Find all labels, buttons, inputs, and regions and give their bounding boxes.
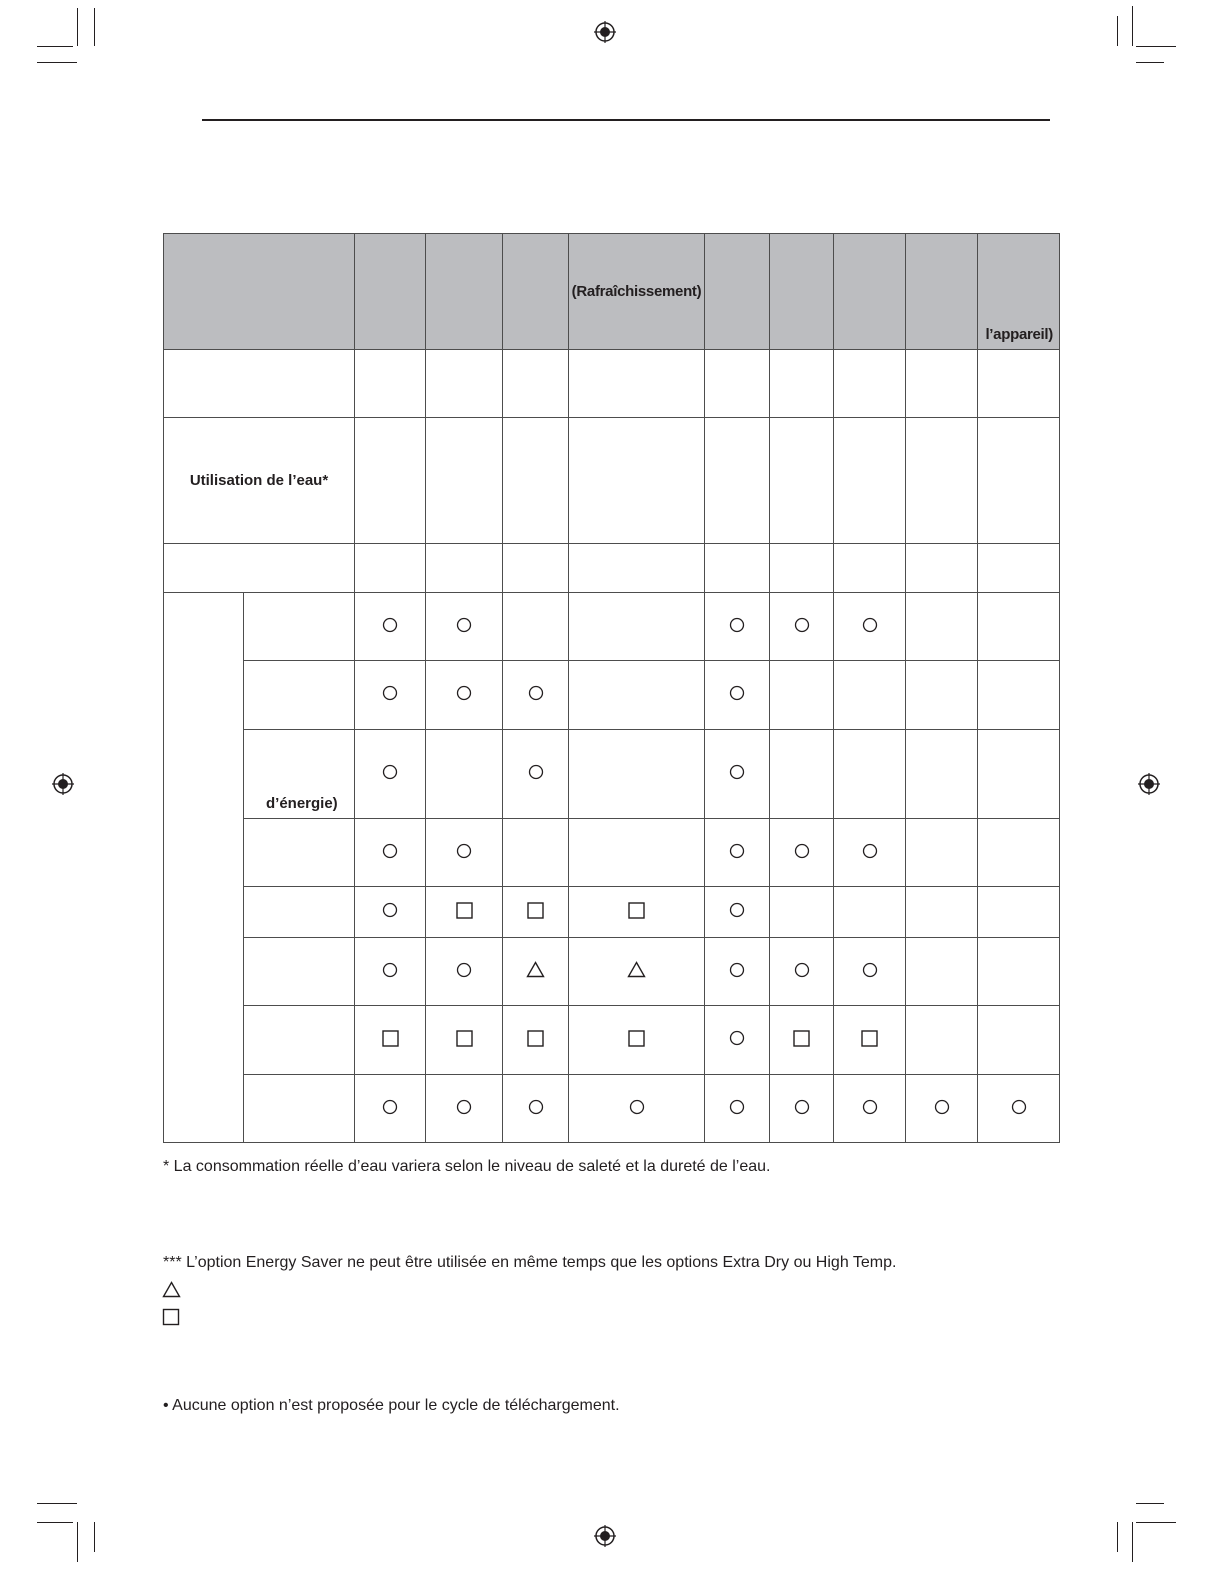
- crop-mark-tr-v2: [1117, 16, 1118, 46]
- option-cell: [906, 661, 978, 730]
- option-cell: [978, 819, 1060, 887]
- circle-icon: [729, 685, 745, 701]
- option-cell: [978, 1075, 1060, 1143]
- option-cell: [906, 1075, 978, 1143]
- circle-icon: [382, 1099, 398, 1115]
- option-cell: [569, 593, 705, 661]
- circle-icon: [729, 764, 745, 780]
- option-cell: [834, 887, 906, 938]
- circle-icon: [382, 764, 398, 780]
- circle-icon: [456, 617, 472, 633]
- square-icon: [861, 1030, 878, 1047]
- circle-icon: [862, 962, 878, 978]
- header-cell-appliance: [978, 234, 1060, 350]
- row-label: [164, 544, 355, 593]
- crop-mark-br-h2: [1136, 1522, 1176, 1523]
- registration-mark-icon: [1138, 773, 1160, 795]
- header-cell: [770, 234, 834, 350]
- option-cell: [705, 1006, 770, 1075]
- header-cell: [705, 234, 770, 350]
- option-cell: [569, 887, 705, 938]
- option-cell: [770, 730, 834, 819]
- option-row: [164, 938, 1060, 1006]
- option-cell: [355, 819, 426, 887]
- circle-icon: [862, 617, 878, 633]
- circle-icon: [528, 1099, 544, 1115]
- crop-mark-bl-v: [77, 1522, 78, 1562]
- option-cell: [569, 938, 705, 1006]
- option-label: [244, 1006, 355, 1075]
- header-cell: [503, 234, 569, 350]
- crop-mark-br-v2: [1117, 1522, 1118, 1552]
- option-cell: [503, 819, 569, 887]
- circle-icon: [794, 617, 810, 633]
- option-row: [164, 1075, 1060, 1143]
- option-cell: [770, 938, 834, 1006]
- option-label-energy: [244, 730, 355, 819]
- option-row: [164, 819, 1060, 887]
- header-cell: [426, 234, 503, 350]
- option-cell: [770, 593, 834, 661]
- square-icon: [527, 1030, 544, 1047]
- option-cell: [705, 730, 770, 819]
- option-cell: [503, 1075, 569, 1143]
- option-cell: [834, 730, 906, 819]
- circle-icon: [729, 1099, 745, 1115]
- option-cell: [705, 661, 770, 730]
- option-cell: [355, 1006, 426, 1075]
- triangle-icon: [526, 961, 545, 978]
- circle-icon: [382, 843, 398, 859]
- option-row: [164, 593, 1060, 661]
- crop-mark-bl-h2: [37, 1522, 73, 1523]
- option-cell: [705, 1075, 770, 1143]
- header-cell: [834, 234, 906, 350]
- option-cell: [834, 819, 906, 887]
- option-cell: [906, 730, 978, 819]
- options-group-label: [164, 593, 244, 1143]
- circle-icon: [382, 685, 398, 701]
- header-appliance-label: l’appareil): [985, 326, 1053, 343]
- option-cell: [355, 730, 426, 819]
- circle-icon: [862, 843, 878, 859]
- option-cell: [569, 661, 705, 730]
- option-cell: [355, 887, 426, 938]
- crop-mark-tl-v2: [94, 8, 95, 46]
- row-label-water: Utilisation de l’eau*: [164, 418, 355, 544]
- option-cell: [978, 730, 1060, 819]
- circle-icon: [794, 1099, 810, 1115]
- option-cell: [426, 1006, 503, 1075]
- header-cell: [906, 234, 978, 350]
- circle-icon: [456, 685, 472, 701]
- footnote-water: * La consommation réelle d’eau variera selon le niveau de saleté et la dureté de l’eau.: [163, 1158, 771, 1175]
- circle-icon: [528, 685, 544, 701]
- option-label: [244, 1075, 355, 1143]
- option-label: [244, 593, 355, 661]
- option-label: [244, 819, 355, 887]
- option-cell: [705, 819, 770, 887]
- crop-mark-tr-v: [1132, 6, 1133, 46]
- crop-mark-br-v: [1132, 1522, 1133, 1562]
- option-cell: [569, 1006, 705, 1075]
- option-cell: [978, 593, 1060, 661]
- option-cell: [906, 593, 978, 661]
- option-cell: [503, 1006, 569, 1075]
- option-cell: [906, 887, 978, 938]
- footnote-energy-saver: *** L’option Energy Saver ne peut être utilisée en même temps que les options Extra Dry ou High Temp.: [163, 1254, 897, 1271]
- option-row: [164, 887, 1060, 938]
- option-cell: [834, 1075, 906, 1143]
- option-cell: [569, 730, 705, 819]
- registration-mark-icon: [594, 21, 616, 43]
- option-cell: [503, 593, 569, 661]
- option-cell: [770, 819, 834, 887]
- energy-label: d’énergie): [266, 795, 338, 812]
- option-cell: [834, 1006, 906, 1075]
- circle-icon: [456, 843, 472, 859]
- option-cell: [355, 661, 426, 730]
- square-icon: [456, 902, 473, 919]
- option-cell: [834, 938, 906, 1006]
- circle-icon: [382, 617, 398, 633]
- square-icon: [628, 1030, 645, 1047]
- circle-icon: [794, 962, 810, 978]
- circle-icon: [456, 1099, 472, 1115]
- option-cell: [569, 819, 705, 887]
- option-cell: [906, 1006, 978, 1075]
- option-cell: [355, 1075, 426, 1143]
- option-cell: [426, 1075, 503, 1143]
- option-cell: [426, 730, 503, 819]
- registration-mark-icon: [52, 773, 74, 795]
- option-cell: [978, 938, 1060, 1006]
- option-cell: [569, 1075, 705, 1143]
- option-cell: [770, 1075, 834, 1143]
- option-label: [244, 938, 355, 1006]
- square-icon: [793, 1030, 810, 1047]
- triangle-icon: [162, 1281, 181, 1298]
- option-row-energy: [164, 730, 1060, 819]
- option-row: [164, 661, 1060, 730]
- table-row: [164, 544, 1060, 593]
- option-cell: [426, 938, 503, 1006]
- crop-mark-tl-v: [77, 8, 78, 46]
- option-cell: [834, 661, 906, 730]
- circle-icon: [934, 1099, 950, 1115]
- crop-mark-tr-h: [1136, 46, 1176, 47]
- option-label: [244, 661, 355, 730]
- header-rule: [202, 119, 1050, 121]
- option-cell: [770, 1006, 834, 1075]
- circle-icon: [382, 902, 398, 918]
- option-cell: [503, 661, 569, 730]
- header-cell: [355, 234, 426, 350]
- option-cell: [426, 887, 503, 938]
- option-cell: [426, 819, 503, 887]
- option-cell: [770, 661, 834, 730]
- option-cell: [705, 938, 770, 1006]
- option-cell: [705, 887, 770, 938]
- crop-mark-tl-h: [37, 46, 73, 47]
- option-cell: [978, 661, 1060, 730]
- option-cell: [770, 887, 834, 938]
- square-icon: [382, 1030, 399, 1047]
- option-cell: [978, 1006, 1060, 1075]
- circle-icon: [862, 1099, 878, 1115]
- circle-icon: [794, 843, 810, 859]
- row-label: [164, 350, 355, 418]
- registration-mark-icon: [594, 1525, 616, 1547]
- square-icon: [527, 902, 544, 919]
- option-cell: [906, 819, 978, 887]
- option-cell: [503, 730, 569, 819]
- circle-icon: [1011, 1099, 1027, 1115]
- option-cell: [906, 938, 978, 1006]
- option-cell: [426, 593, 503, 661]
- circle-icon: [729, 843, 745, 859]
- header-cell-refresh: [569, 234, 705, 350]
- option-cell: [503, 887, 569, 938]
- crop-mark-bl-h: [37, 1503, 77, 1504]
- header-corner-cell: [164, 234, 355, 350]
- triangle-icon: [627, 961, 646, 978]
- option-label: [244, 887, 355, 938]
- crop-mark-tr-h2: [1136, 62, 1164, 63]
- square-icon: [456, 1030, 473, 1047]
- crop-mark-tl-h2: [37, 62, 77, 63]
- circle-icon: [729, 902, 745, 918]
- circle-icon: [729, 1030, 745, 1046]
- circle-icon: [456, 962, 472, 978]
- cycle-options-table: [163, 233, 1060, 1143]
- circle-icon: [382, 962, 398, 978]
- option-row: [164, 1006, 1060, 1075]
- circle-icon: [729, 962, 745, 978]
- circle-icon: [729, 617, 745, 633]
- option-cell: [705, 593, 770, 661]
- crop-mark-br-h: [1136, 1503, 1164, 1504]
- crop-mark-bl-v2: [94, 1522, 95, 1552]
- option-cell: [355, 593, 426, 661]
- table-row: [164, 350, 1060, 418]
- square-icon: [162, 1308, 180, 1326]
- header-refresh-label: (Rafraîchissement): [571, 283, 702, 300]
- footnote-download: • Aucune option n’est proposée pour le cycle de téléchargement.: [163, 1397, 620, 1414]
- option-cell: [978, 887, 1060, 938]
- circle-icon: [629, 1099, 645, 1115]
- square-icon: [628, 902, 645, 919]
- option-cell: [503, 938, 569, 1006]
- circle-icon: [528, 764, 544, 780]
- option-cell: [834, 593, 906, 661]
- option-cell: [355, 938, 426, 1006]
- table-row-water: [164, 418, 1060, 544]
- option-cell: [426, 661, 503, 730]
